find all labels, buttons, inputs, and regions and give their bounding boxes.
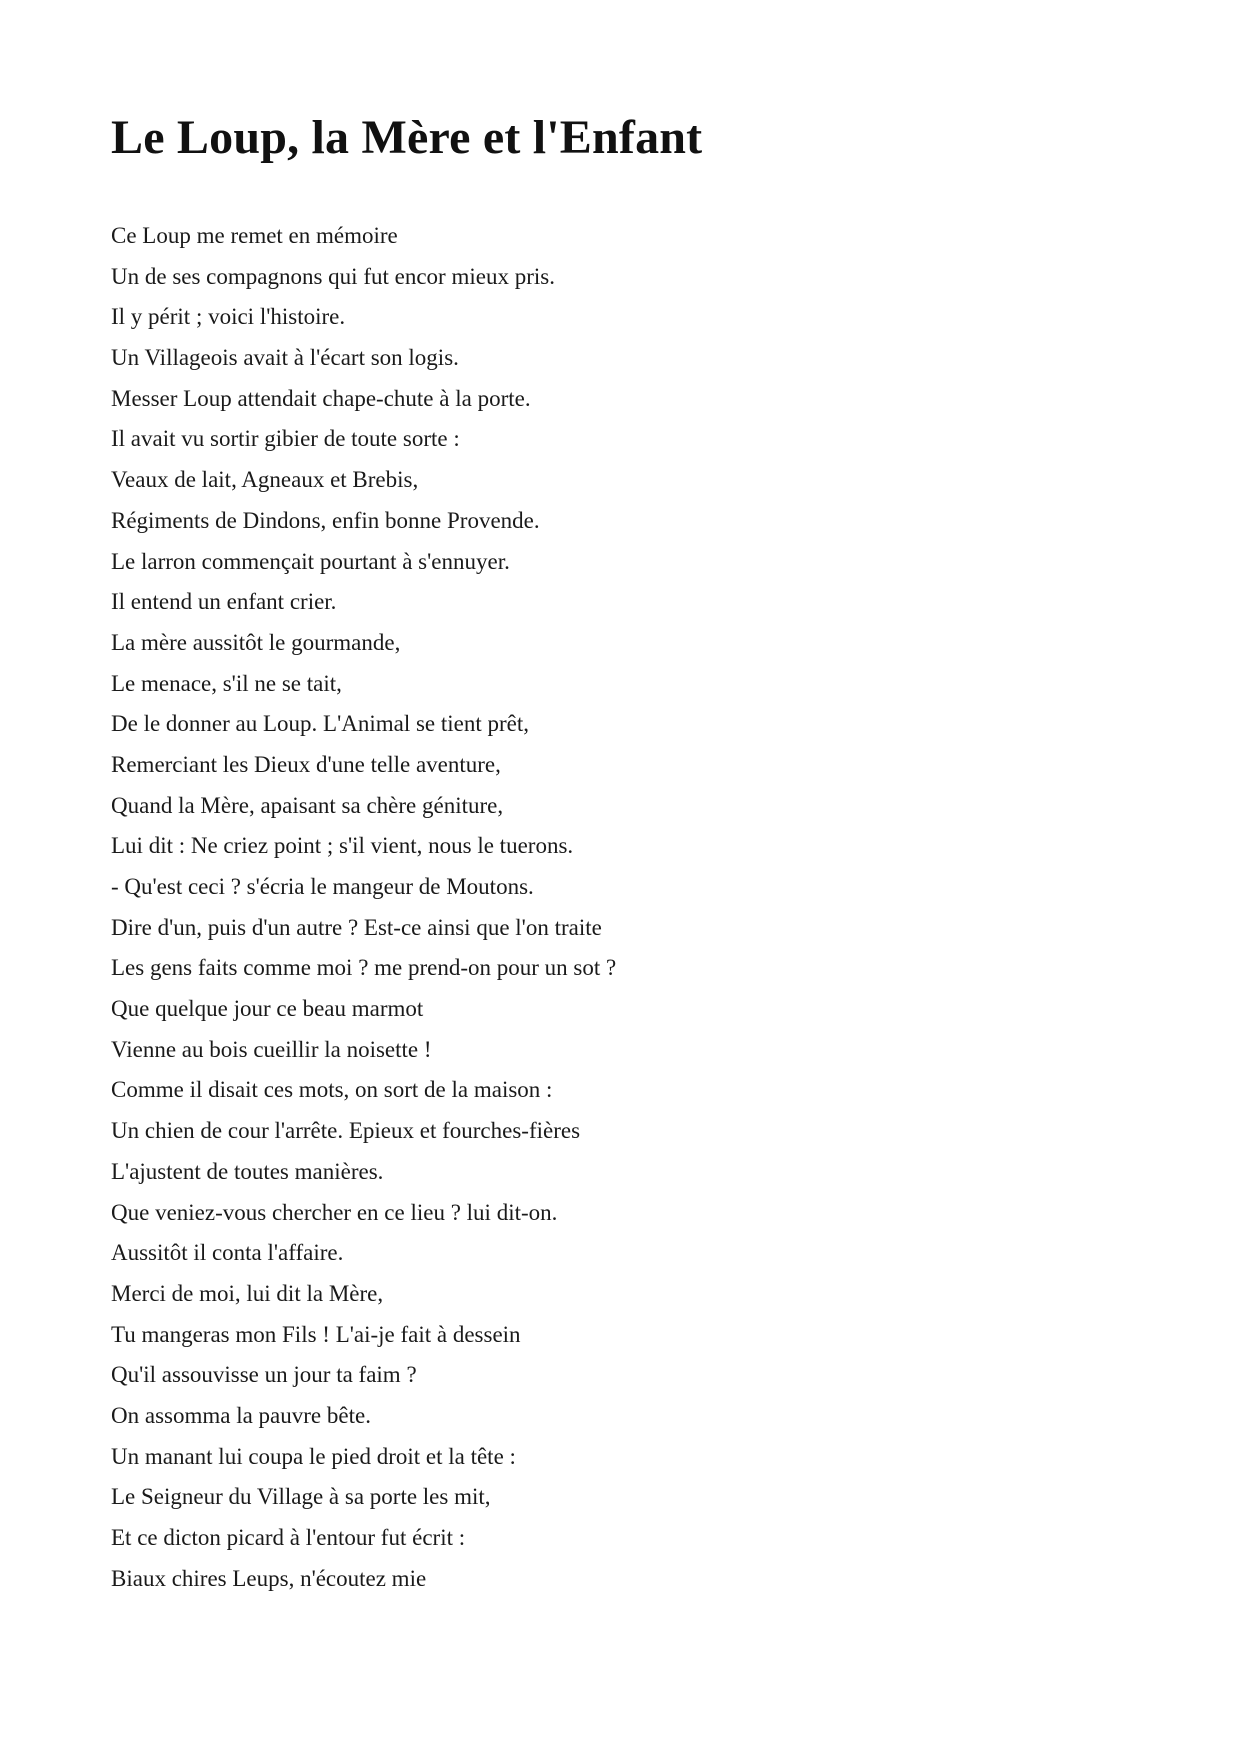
poem-line: Que quelque jour ce beau marmot xyxy=(111,996,424,1022)
poem-line: Veaux de lait, Agneaux et Brebis, xyxy=(111,467,419,493)
poem-line: Il y périt ; voici l'histoire. xyxy=(111,304,346,330)
poem-line: Messer Loup attendait chape-chute à la porte. xyxy=(111,385,531,411)
poem-line: Qu'il assouvisse un jour ta faim ? xyxy=(111,1362,417,1388)
poem-line: L'ajustent de toutes manières. xyxy=(111,1158,384,1184)
poem-line: Que veniez-vous chercher en ce lieu ? lui dit-on. xyxy=(111,1199,558,1225)
poem-line: Merci de moi, lui dit la Mère, xyxy=(111,1280,384,1306)
poem-line: Remerciant les Dieux d'une telle aventure, xyxy=(111,751,501,777)
poem-line: Vienne au bois cueillir la noisette ! xyxy=(111,1036,432,1062)
poem-line: Il entend un enfant crier. xyxy=(111,589,337,615)
poem-line: Le larron commençait pourtant à s'ennuyer. xyxy=(111,548,510,574)
poem-line: Dire d'un, puis d'un autre ? Est-ce ainsi que l'on traite xyxy=(111,914,602,940)
poem-line: Régiments de Dindons, enfin bonne Provende. xyxy=(111,507,540,533)
poem-line: Les gens faits comme moi ? me prend-on pour un sot ? xyxy=(111,955,617,981)
poem-line: Un Villageois avait à l'écart son logis. xyxy=(111,345,459,371)
poem-line: Tu mangeras mon Fils ! L'ai-je fait à dessein xyxy=(111,1321,521,1347)
poem-line: Quand la Mère, apaisant sa chère géniture, xyxy=(111,792,504,818)
poem-line: Un chien de cour l'arrête. Epieux et fourches-fières xyxy=(111,1118,581,1144)
poem-line: On assomma la pauvre bête. xyxy=(111,1402,371,1428)
poem-line: Il avait vu sortir gibier de toute sorte : xyxy=(111,426,460,452)
poem-line: Lui dit : Ne criez point ; s'il vient, nous le tuerons. xyxy=(111,833,574,859)
poem-line: Un de ses compagnons qui fut encor mieux pris. xyxy=(111,263,555,289)
poem-body xyxy=(111,218,616,1601)
poem-line: Biaux chires Leups, n'écoutez mie xyxy=(111,1565,427,1591)
poem-line: Un manant lui coupa le pied droit et la tête : xyxy=(111,1443,516,1469)
poem-line: Aussitôt il conta l'affaire. xyxy=(111,1240,344,1266)
poem-title: Le Loup, la Mère et l'Enfant xyxy=(111,111,703,164)
poem-line: Le menace, s'il ne se tait, xyxy=(111,670,342,696)
poem-line: La mère aussitôt le gourmande, xyxy=(111,629,401,655)
poem-line: Comme il disait ces mots, on sort de la maison : xyxy=(111,1077,553,1103)
poem-line: - Qu'est ceci ? s'écria le mangeur de Moutons. xyxy=(111,874,534,899)
poem-line: De le donner au Loup. L'Animal se tient prêt, xyxy=(111,711,530,737)
poem-line: Et ce dicton picard à l'entour fut écrit : xyxy=(111,1525,466,1550)
poem-line: Le Seigneur du Village à sa porte les mit, xyxy=(111,1484,491,1510)
poem-line: Ce Loup me remet en mémoire xyxy=(111,223,398,248)
